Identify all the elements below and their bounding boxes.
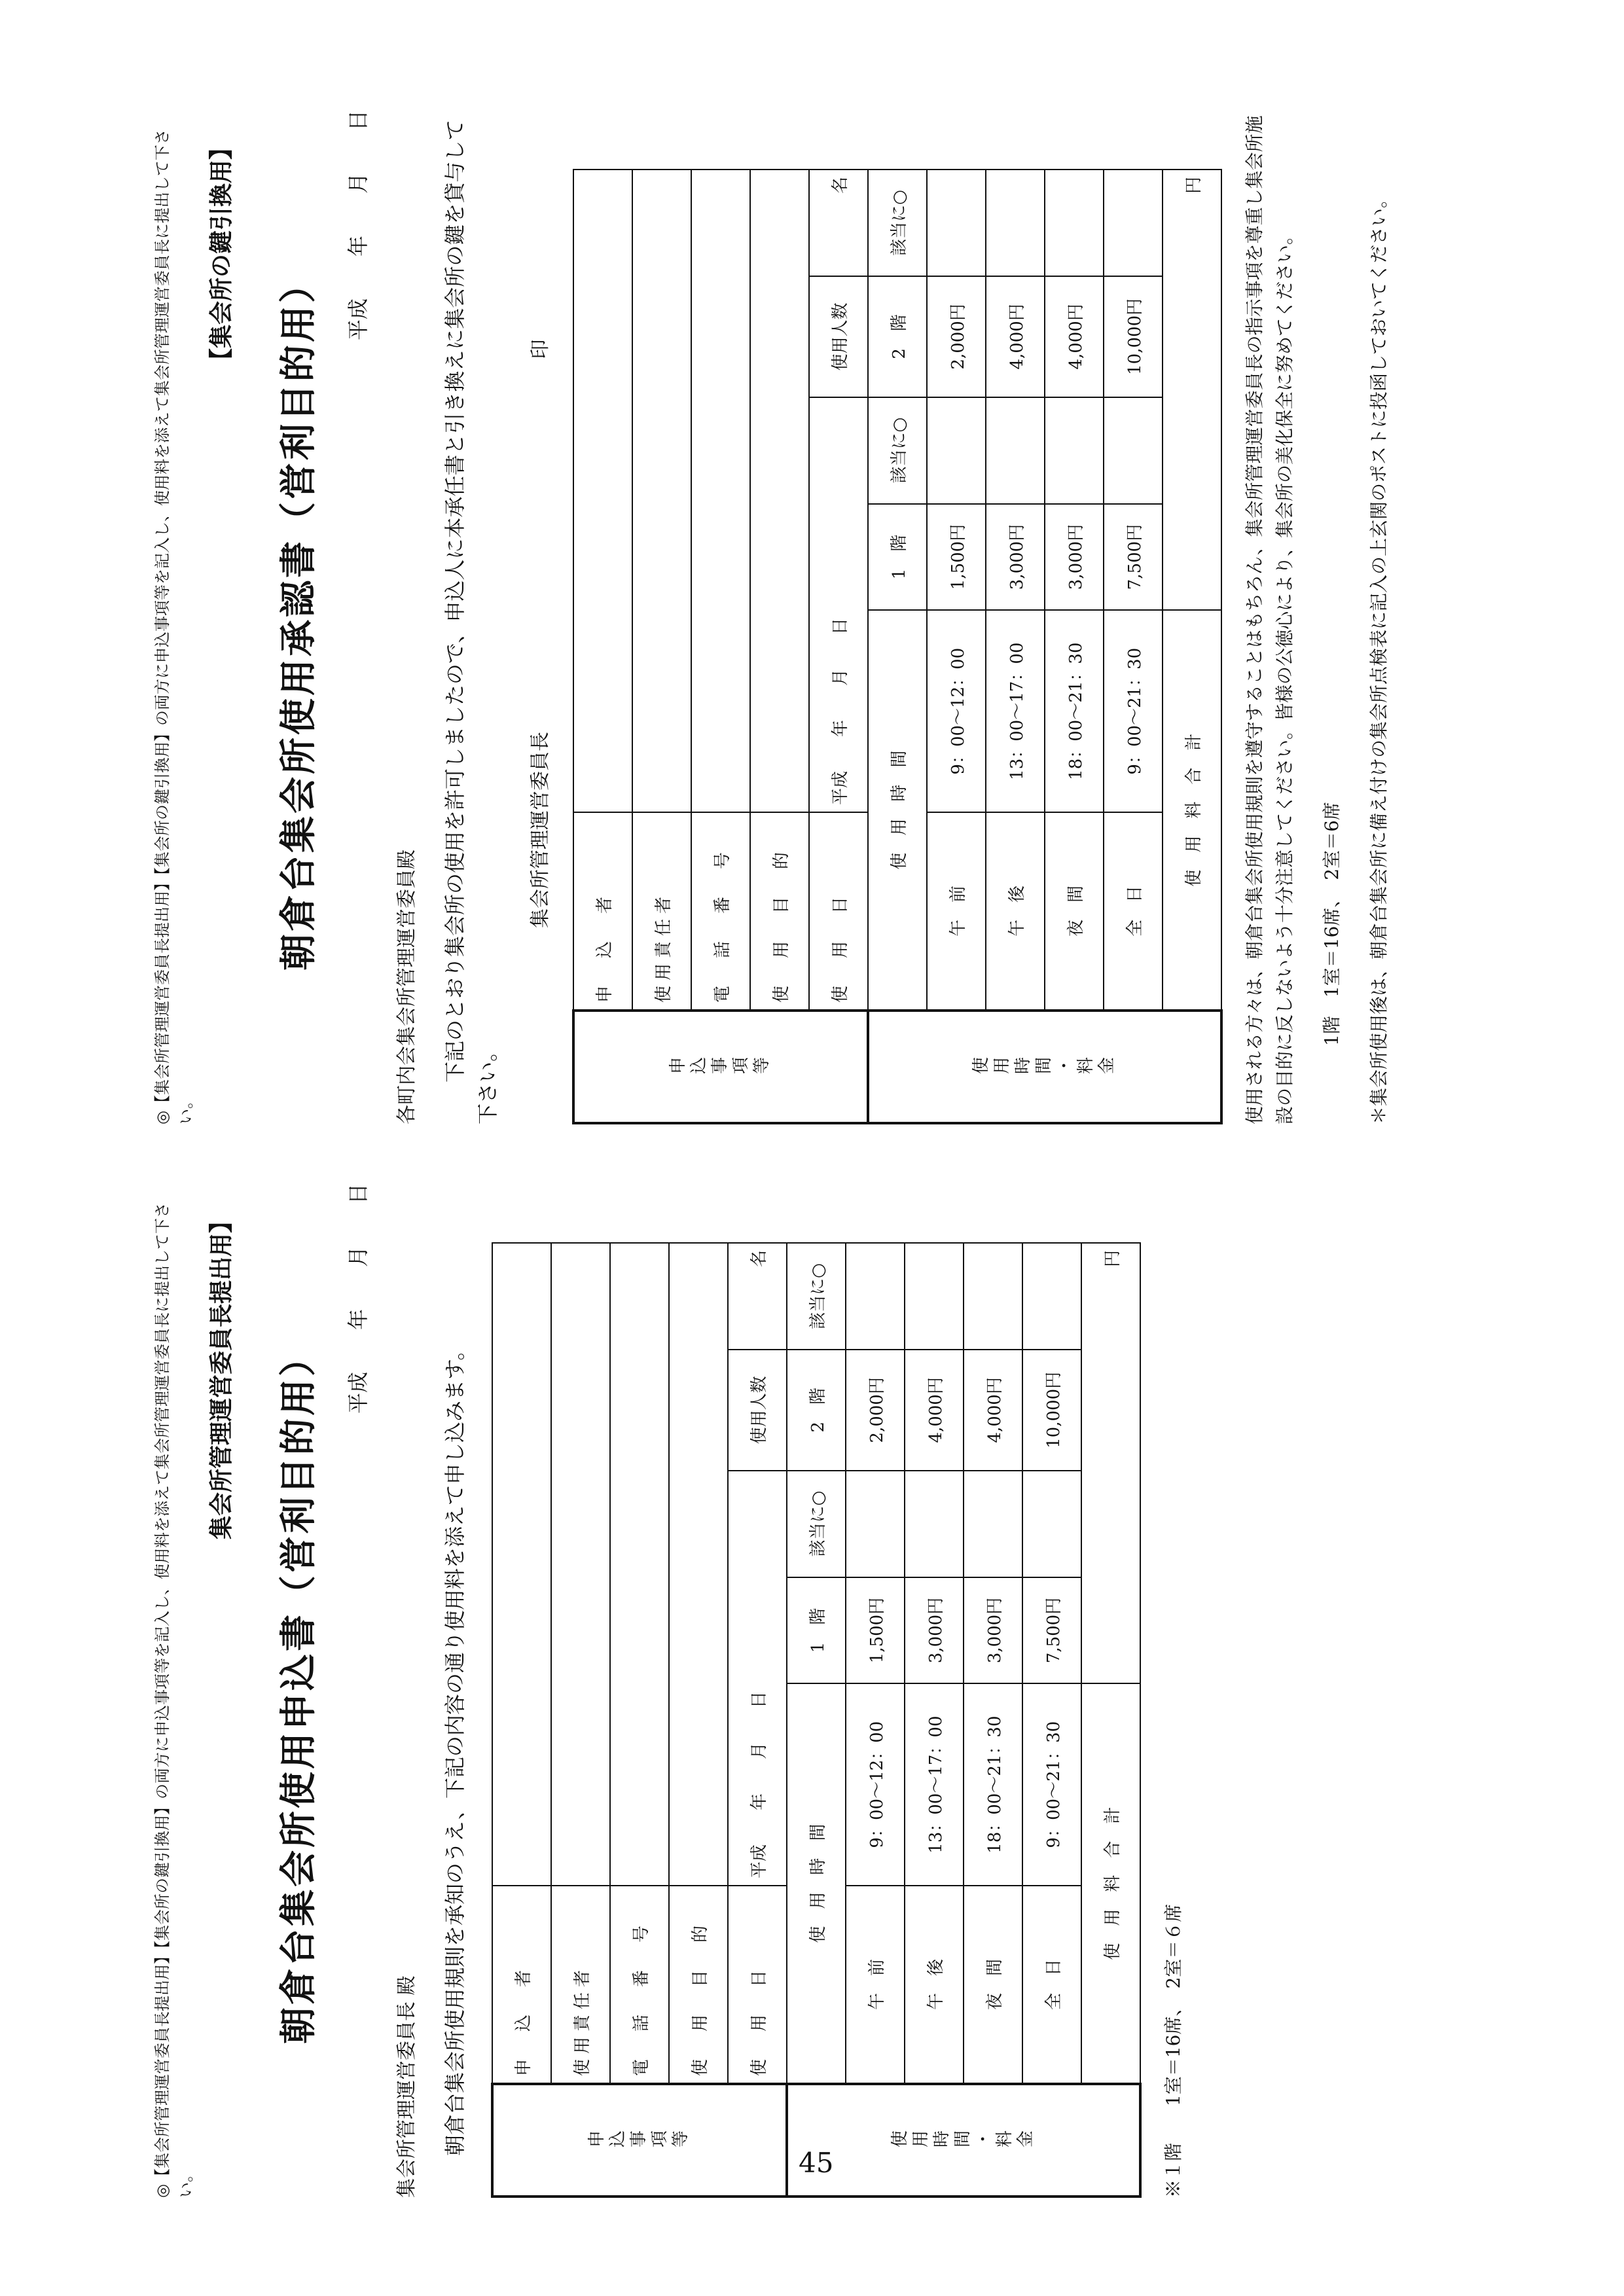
fee-1f: 3,000円 <box>1045 504 1104 611</box>
approval-form <box>151 110 1434 1124</box>
application-table <box>491 1242 1142 2198</box>
col-2f: 2 階 <box>868 276 927 397</box>
period-label: 全 日 <box>1104 812 1163 1011</box>
instruction-note: ◎【集会所管理運営委員長提出用】【集会所の鍵引換用】の両方に申込事項等を記入し、使用料を添えて集会所管理運営委員長に提出して下さい。 <box>153 129 195 1124</box>
footer-note: ※１階 1室＝16席、 2室＝６席 <box>1163 1903 1184 2198</box>
col-mark-2f: 該当に○ <box>787 1243 846 1350</box>
footer-checklist: ＊集会所使用後は、朝倉台集会所に備え付けの集会所点検表に記入の上玄関のポストに投函しておいてください。 <box>1368 189 1390 1124</box>
period-time: 18：00〜21：30 <box>964 1683 1022 1886</box>
fee-2f: 2,000円 <box>927 276 986 397</box>
period-time: 18：00〜21：30 <box>1045 610 1104 812</box>
form-tag: 【集会所の鍵引換用】 <box>208 136 235 372</box>
mark-2f-cell[interactable] <box>1045 170 1104 276</box>
row-responsible: 使用責任者 <box>632 812 691 1011</box>
fee-1f: 1,500円 <box>846 1577 905 1684</box>
fee-2f: 4,000円 <box>1045 276 1104 397</box>
total-yen[interactable]: 円 <box>1163 170 1221 610</box>
period-label: 全 日 <box>1022 1886 1081 2084</box>
mark-1f-cell[interactable] <box>846 1471 905 1577</box>
approval-table <box>572 169 1223 1124</box>
col-time: 使 用 時 間 <box>868 610 927 1011</box>
period-label: 午 前 <box>846 1886 905 2084</box>
period-label: 午 後 <box>905 1886 964 2084</box>
form-title: 朝倉台集会所使用申込書（営利目的用） <box>278 1337 320 2044</box>
mark-1f-cell[interactable] <box>905 1471 964 1577</box>
people-label: 使用人数 <box>809 276 868 397</box>
fee-1f: 3,000円 <box>905 1577 964 1684</box>
col-time: 使 用 時 間 <box>787 1683 846 2084</box>
seal-mark: 印 <box>529 339 552 359</box>
total-label: 使 用 料 合 計 <box>1163 610 1221 1011</box>
phone-field[interactable] <box>610 1243 669 1886</box>
col-2f: 2 階 <box>787 1350 846 1471</box>
mark-1f-cell[interactable] <box>964 1471 1022 1577</box>
fee-1f: 7,500円 <box>1104 504 1163 611</box>
row-phone: 電 話 番 号 <box>610 1886 669 2084</box>
form-date: 平成 年 月 日 <box>346 110 370 341</box>
period-time: 9：00〜12：00 <box>927 610 986 812</box>
purpose-field[interactable] <box>750 170 809 812</box>
period-time: 13：00〜17：00 <box>986 610 1045 812</box>
row-purpose: 使 用 目 的 <box>750 812 809 1011</box>
people-label: 使用人数 <box>728 1350 787 1471</box>
section-fee: 使用時間・料金 <box>868 1011 1221 1123</box>
applicant-field[interactable] <box>492 1243 551 1886</box>
page-number: 45 <box>799 2147 834 2179</box>
section-applicant: 申込事項等 <box>492 2084 787 2197</box>
section-fee: 使用時間・料金 <box>787 2084 1140 2197</box>
row-purpose: 使 用 目 的 <box>669 1886 728 2084</box>
fee-1f: 3,000円 <box>986 504 1045 611</box>
body-text: 朝倉台集会所使用規則を承知のうえ、下記の内容の通り使用料を添えて申し込みます。 <box>442 1339 467 2156</box>
fee-2f: 10,000円 <box>1022 1350 1081 1471</box>
fee-2f: 4,000円 <box>986 276 1045 397</box>
period-time: 13：00〜17：00 <box>905 1683 964 1886</box>
mark-1f-cell[interactable] <box>1022 1471 1081 1577</box>
period-time: 9：00〜12：00 <box>846 1683 905 1886</box>
instruction-note: ◎【集会所管理運営委員長提出用】【集会所の鍵引換用】の両方に申込事項等を記入し、使用料を添えて集会所管理運営委員長に提出して下さい。 <box>153 1202 195 2198</box>
total-yen[interactable]: 円 <box>1081 1243 1140 1683</box>
col-1f: 1 階 <box>787 1577 846 1684</box>
body-text: 下記のとおり集会所の使用を許可しましたので、申込人に本承任書と引き換えに集会所の鍵を貸与して下さい。 <box>442 119 500 1124</box>
mark-1f-cell[interactable] <box>1104 397 1163 504</box>
mark-2f-cell[interactable] <box>964 1243 1022 1350</box>
responsible-field[interactable] <box>551 1243 610 1886</box>
total-label: 使 用 料 合 計 <box>1081 1683 1140 2084</box>
col-1f: 1 階 <box>868 504 927 611</box>
addressee: 集会所管理運営委員長 殿 <box>395 1975 418 2198</box>
use-date-value[interactable]: 平成 年 月 日 <box>809 397 868 812</box>
row-phone: 電 話 番 号 <box>691 812 750 1011</box>
fee-2f: 4,000円 <box>905 1350 964 1471</box>
fee-1f: 3,000円 <box>964 1577 1022 1684</box>
mark-1f-cell[interactable] <box>1045 397 1104 504</box>
purpose-field[interactable] <box>669 1243 728 1886</box>
application-form <box>151 1183 1434 2198</box>
mark-2f-cell[interactable] <box>905 1243 964 1350</box>
use-date-value[interactable]: 平成 年 月 日 <box>728 1471 787 1886</box>
section-applicant: 申込事項等 <box>573 1011 868 1123</box>
fee-2f: 2,000円 <box>846 1350 905 1471</box>
responsible-field[interactable] <box>632 170 691 812</box>
mark-1f-cell[interactable] <box>927 397 986 504</box>
period-time: 9：00〜21：30 <box>1104 610 1163 812</box>
mark-1f-cell[interactable] <box>986 397 1045 504</box>
fee-1f: 1,500円 <box>927 504 986 611</box>
applicant-field[interactable] <box>573 170 632 812</box>
row-use-date: 使 用 日 <box>728 1886 787 2084</box>
fee-2f: 4,000円 <box>964 1350 1022 1471</box>
footer-seats: 1階 1室＝16席、 2室＝6席 <box>1321 802 1343 1046</box>
footer-rules: 使用される方々は、朝倉台集会所使用規則を遵守することはもちろん、集会所管理運営委員長の指示事項を尊重し集会所施設の目的に反しないよう十分注意してください。皆様の公徳心により、集会所の美化保全に努めてください。 <box>1244 115 1295 1124</box>
fee-1f: 7,500円 <box>1022 1577 1081 1684</box>
mark-2f-cell[interactable] <box>1022 1243 1081 1350</box>
signature-line <box>524 110 552 1124</box>
people-unit[interactable]: 名 <box>809 170 868 276</box>
period-label: 午 前 <box>927 812 986 1011</box>
period-label: 午 後 <box>986 812 1045 1011</box>
period-label: 夜 間 <box>964 1886 1022 2084</box>
mark-2f-cell[interactable] <box>986 170 1045 276</box>
row-applicant: 申 込 者 <box>492 1886 551 2084</box>
addressee: 各町内会集会所管理運営委員殿 <box>395 850 418 1124</box>
form-date: 平成 年 月 日 <box>346 1183 370 1414</box>
mark-2f-cell[interactable] <box>1104 170 1163 276</box>
mark-2f-cell[interactable] <box>846 1243 905 1350</box>
period-label: 夜 間 <box>1045 812 1104 1011</box>
fee-2f: 10,000円 <box>1104 276 1163 397</box>
period-time: 9：00〜21：30 <box>1022 1683 1081 1886</box>
people-unit[interactable]: 名 <box>728 1243 787 1350</box>
form-tag: 集会所管理運営委員長提出用】 <box>208 1210 235 1540</box>
col-mark-1f: 該当に○ <box>787 1471 846 1577</box>
signer: 集会所管理運営委員長 <box>529 732 552 928</box>
row-applicant: 申 込 者 <box>573 812 632 1011</box>
row-responsible: 使用責任者 <box>551 1886 610 2084</box>
col-mark-1f: 該当に○ <box>868 397 927 504</box>
mark-2f-cell[interactable] <box>927 170 986 276</box>
phone-field[interactable] <box>691 170 750 812</box>
row-use-date: 使 用 日 <box>809 812 868 1011</box>
col-mark-2f: 該当に○ <box>868 170 927 276</box>
form-title: 朝倉台集会所使用承認書（営利目的用） <box>278 264 320 971</box>
